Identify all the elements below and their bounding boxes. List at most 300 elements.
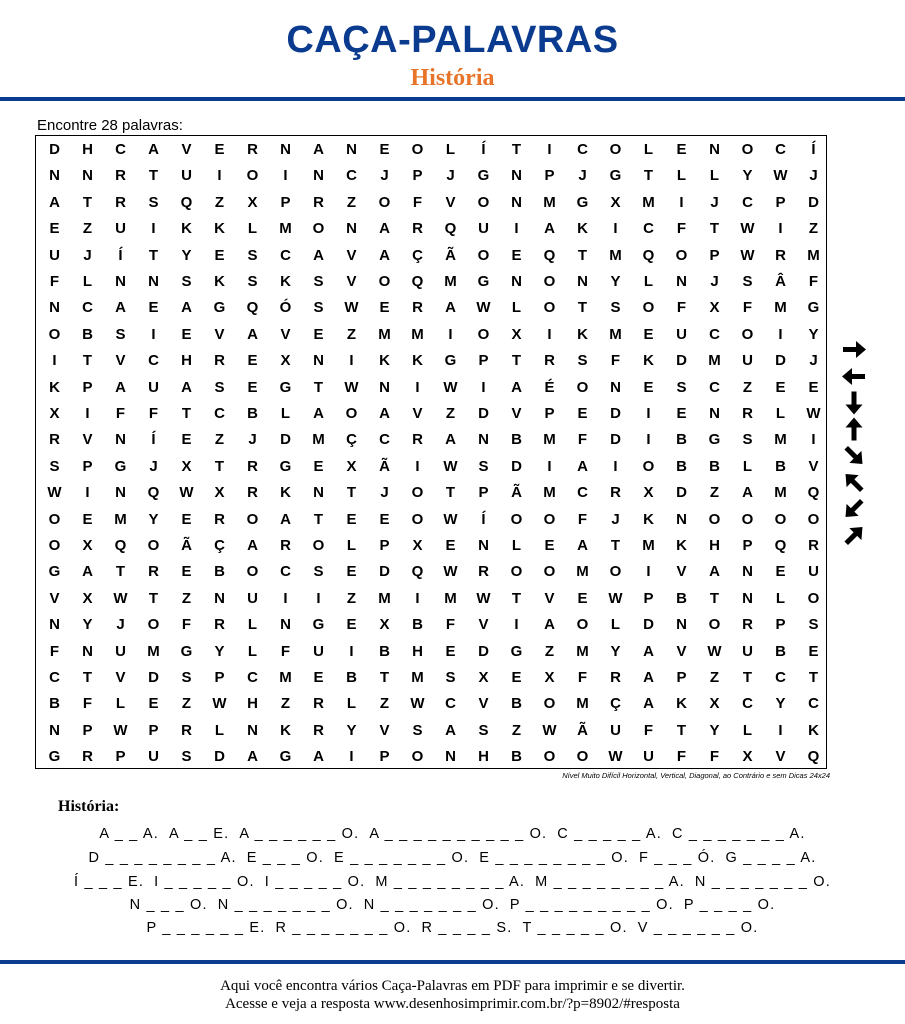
grid-cell[interactable]: T xyxy=(313,378,324,396)
grid-cell[interactable]: Z xyxy=(214,193,225,211)
grid-cell[interactable]: S xyxy=(313,273,324,290)
grid-cell[interactable]: A xyxy=(115,299,126,317)
grid-cell[interactable]: Â xyxy=(775,273,786,290)
grid-cell[interactable]: C xyxy=(775,669,786,686)
grid-cell[interactable]: N xyxy=(49,299,60,317)
grid-cell[interactable]: C xyxy=(280,563,291,581)
grid-cell[interactable]: N xyxy=(49,721,60,739)
grid-cell[interactable]: O xyxy=(807,589,820,607)
grid-cell[interactable]: A xyxy=(544,220,555,238)
grid-cell[interactable]: P xyxy=(82,721,93,739)
grid-cell[interactable]: A xyxy=(181,378,192,396)
grid-cell[interactable]: C xyxy=(346,167,357,185)
grid-cell[interactable]: E xyxy=(148,299,159,317)
grid-cell[interactable]: P xyxy=(709,246,720,264)
grid-cell[interactable]: N xyxy=(346,141,357,158)
grid-cell[interactable]: R xyxy=(412,431,423,449)
grid-cell[interactable]: Q xyxy=(807,748,820,766)
grid-cell[interactable]: Z xyxy=(544,642,555,660)
grid-cell[interactable]: G xyxy=(609,167,622,185)
grid-cell[interactable]: M xyxy=(411,325,424,343)
grid-cell[interactable]: W xyxy=(443,378,458,396)
grid-cell[interactable]: Q xyxy=(774,537,787,554)
grid-cell[interactable]: W xyxy=(47,484,62,502)
grid-cell[interactable]: W xyxy=(443,563,458,581)
grid-cell[interactable]: E xyxy=(313,457,324,475)
grid-cell[interactable]: E xyxy=(445,537,456,554)
grid-cell[interactable]: T xyxy=(610,537,621,554)
grid-cell[interactable]: R xyxy=(544,352,555,370)
grid-cell[interactable]: I xyxy=(646,405,651,422)
grid-cell[interactable]: I xyxy=(415,457,420,475)
grid-cell[interactable]: G xyxy=(576,193,589,211)
grid-cell[interactable]: K xyxy=(379,352,390,370)
grid-cell[interactable]: R xyxy=(82,748,93,766)
grid-cell[interactable]: X xyxy=(346,457,357,475)
grid-cell[interactable]: R xyxy=(313,193,324,211)
grid-cell[interactable]: B xyxy=(379,642,390,660)
grid-cell[interactable]: M xyxy=(444,589,457,607)
grid-cell[interactable]: E xyxy=(346,616,357,634)
grid-cell[interactable]: R xyxy=(247,484,258,502)
grid-cell[interactable]: T xyxy=(577,246,588,264)
grid-cell[interactable]: B xyxy=(82,325,93,343)
grid-cell[interactable]: T xyxy=(148,246,159,264)
grid-cell[interactable]: O xyxy=(576,616,589,634)
grid-cell[interactable]: K xyxy=(676,537,687,554)
grid-cell[interactable]: M xyxy=(543,431,556,449)
grid-cell[interactable]: U xyxy=(610,721,621,739)
grid-cell[interactable]: M xyxy=(576,563,589,581)
grid-cell[interactable]: R xyxy=(214,616,225,634)
grid-cell[interactable]: L xyxy=(214,721,225,739)
grid-cell[interactable]: L xyxy=(346,695,357,713)
grid-cell[interactable]: F xyxy=(808,273,819,290)
grid-cell[interactable]: N xyxy=(214,589,225,607)
grid-cell[interactable]: U xyxy=(49,246,60,264)
grid-cell[interactable]: Z xyxy=(709,484,720,502)
grid-cell[interactable]: G xyxy=(180,642,193,660)
grid-cell[interactable]: J xyxy=(380,167,389,185)
grid-cell[interactable]: M xyxy=(576,695,589,713)
grid-cell[interactable]: F xyxy=(577,510,588,528)
grid-cell[interactable]: T xyxy=(148,589,159,607)
grid-cell[interactable]: S xyxy=(478,721,489,739)
grid-cell[interactable]: Z xyxy=(346,193,357,211)
grid-cell[interactable]: N xyxy=(742,589,753,607)
grid-cell[interactable]: O xyxy=(411,510,424,528)
grid-cell[interactable]: T xyxy=(346,484,357,502)
grid-cell[interactable]: B xyxy=(676,457,687,475)
grid-cell[interactable]: Z xyxy=(346,325,357,343)
grid-cell[interactable]: X xyxy=(82,537,93,554)
grid-cell[interactable]: I xyxy=(613,220,618,238)
grid-cell[interactable]: O xyxy=(807,510,820,528)
grid-cell[interactable]: N xyxy=(478,431,489,449)
grid-cell[interactable]: V xyxy=(478,695,489,713)
grid-cell[interactable]: X xyxy=(544,669,555,686)
grid-cell[interactable]: Ç xyxy=(346,431,357,449)
grid-cell[interactable]: N xyxy=(577,273,588,290)
grid-cell[interactable]: I xyxy=(514,616,519,634)
grid-cell[interactable]: Ã xyxy=(577,721,588,739)
grid-cell[interactable]: R xyxy=(115,167,126,185)
grid-cell[interactable]: U xyxy=(742,352,753,370)
grid-cell[interactable]: E xyxy=(775,378,786,396)
grid-cell[interactable]: O xyxy=(543,748,556,766)
grid-cell[interactable]: V xyxy=(280,325,291,343)
grid-cell[interactable]: Y xyxy=(181,246,192,264)
grid-cell[interactable]: G xyxy=(279,378,292,396)
grid-cell[interactable]: R xyxy=(280,537,291,554)
grid-cell[interactable]: E xyxy=(676,405,687,422)
grid-cell[interactable]: X xyxy=(214,484,225,502)
grid-cell[interactable]: M xyxy=(312,431,325,449)
grid-cell[interactable]: B xyxy=(676,589,687,607)
grid-cell[interactable]: O xyxy=(642,457,655,475)
grid-cell[interactable]: O xyxy=(609,141,622,158)
grid-cell[interactable]: E xyxy=(346,510,357,528)
grid-cell[interactable]: K xyxy=(280,484,291,502)
grid-cell[interactable]: E xyxy=(181,510,192,528)
grid-cell[interactable]: P xyxy=(82,457,93,475)
grid-cell[interactable]: W xyxy=(806,405,821,422)
grid-cell[interactable]: N xyxy=(247,721,258,739)
grid-cell[interactable]: N xyxy=(148,273,159,290)
grid-cell[interactable]: I xyxy=(217,167,222,185)
grid-cell[interactable]: N xyxy=(346,220,357,238)
grid-cell[interactable]: O xyxy=(411,484,424,502)
grid-cell[interactable]: X xyxy=(280,352,291,370)
grid-cell[interactable]: Y xyxy=(808,325,819,343)
grid-cell[interactable]: M xyxy=(576,642,589,660)
grid-cell[interactable]: D xyxy=(610,431,621,449)
grid-cell[interactable]: X xyxy=(610,193,621,211)
grid-cell[interactable]: B xyxy=(214,563,225,581)
grid-cell[interactable]: O xyxy=(708,616,721,634)
grid-cell[interactable]: V xyxy=(676,642,687,660)
grid-cell[interactable]: I xyxy=(283,589,288,607)
grid-cell[interactable]: L xyxy=(247,642,258,660)
grid-cell[interactable]: T xyxy=(313,510,324,528)
grid-cell[interactable]: I xyxy=(547,325,552,343)
grid-cell[interactable]: A xyxy=(709,563,720,581)
grid-cell[interactable]: L xyxy=(511,537,522,554)
grid-cell[interactable]: E xyxy=(214,141,225,158)
grid-cell[interactable]: E xyxy=(577,405,588,422)
grid-cell[interactable]: O xyxy=(510,563,523,581)
grid-cell[interactable]: L xyxy=(445,141,456,158)
grid-cell[interactable]: F xyxy=(676,220,687,238)
grid-cell[interactable]: O xyxy=(576,748,589,766)
grid-cell[interactable]: O xyxy=(246,167,259,185)
grid-cell[interactable]: T xyxy=(676,721,687,739)
grid-cell[interactable]: Ó xyxy=(279,299,292,317)
grid-cell[interactable]: O xyxy=(246,563,259,581)
grid-cell[interactable]: R xyxy=(115,193,126,211)
grid-cell[interactable]: S xyxy=(247,246,258,264)
grid-cell[interactable]: L xyxy=(115,695,126,713)
grid-cell[interactable]: I xyxy=(415,378,420,396)
grid-cell[interactable]: K xyxy=(280,273,291,290)
grid-cell[interactable]: É xyxy=(544,378,555,396)
grid-cell[interactable]: P xyxy=(82,378,93,396)
grid-cell[interactable]: N xyxy=(676,510,687,528)
grid-cell[interactable]: A xyxy=(577,457,588,475)
grid-cell[interactable]: G xyxy=(114,457,127,475)
grid-cell[interactable]: F xyxy=(577,431,588,449)
grid-cell[interactable]: H xyxy=(709,537,720,554)
grid-cell[interactable]: C xyxy=(280,246,291,264)
grid-cell[interactable]: N xyxy=(610,378,621,396)
grid-cell[interactable]: S xyxy=(115,325,126,343)
grid-cell[interactable]: J xyxy=(809,352,818,370)
grid-cell[interactable]: T xyxy=(808,669,819,686)
grid-cell[interactable]: H xyxy=(412,642,423,660)
grid-cell[interactable]: X xyxy=(379,616,390,634)
grid-cell[interactable]: S xyxy=(610,299,621,317)
grid-cell[interactable]: I xyxy=(613,457,618,475)
grid-cell[interactable]: W xyxy=(608,589,623,607)
grid-cell[interactable]: W xyxy=(476,299,491,317)
grid-cell[interactable]: M xyxy=(543,193,556,211)
grid-cell[interactable]: M xyxy=(609,325,622,343)
grid-cell[interactable]: X xyxy=(478,669,489,686)
grid-cell[interactable]: O xyxy=(378,273,391,290)
grid-cell[interactable]: O xyxy=(774,510,787,528)
grid-cell[interactable]: T xyxy=(82,352,93,370)
grid-cell[interactable]: Ç xyxy=(412,246,423,264)
grid-cell[interactable]: V xyxy=(379,721,390,739)
grid-cell[interactable]: X xyxy=(82,589,93,607)
grid-cell[interactable]: C xyxy=(115,141,126,158)
grid-cell[interactable]: Y xyxy=(214,642,225,660)
grid-cell[interactable]: E xyxy=(808,378,819,396)
grid-cell[interactable]: G xyxy=(477,167,490,185)
grid-cell[interactable]: F xyxy=(82,695,93,713)
grid-cell[interactable]: C xyxy=(577,141,588,158)
grid-cell[interactable]: J xyxy=(248,431,257,449)
grid-cell[interactable]: X xyxy=(49,405,60,422)
grid-cell[interactable]: D xyxy=(49,141,60,158)
grid-cell[interactable]: E xyxy=(445,642,456,660)
grid-cell[interactable]: F xyxy=(676,748,687,766)
grid-cell[interactable]: Z xyxy=(445,405,456,422)
grid-cell[interactable]: M xyxy=(774,299,787,317)
grid-cell[interactable]: N xyxy=(313,167,324,185)
grid-cell[interactable]: W xyxy=(707,642,722,660)
grid-cell[interactable]: N xyxy=(313,352,324,370)
grid-cell[interactable]: H xyxy=(247,695,258,713)
grid-cell[interactable]: D xyxy=(478,642,489,660)
grid-cell[interactable]: F xyxy=(445,616,456,634)
grid-cell[interactable]: R xyxy=(148,563,159,581)
grid-cell[interactable]: C xyxy=(643,220,654,238)
grid-cell[interactable]: T xyxy=(181,405,192,422)
grid-cell[interactable]: O xyxy=(741,510,754,528)
grid-cell[interactable]: L xyxy=(346,537,357,554)
grid-cell[interactable]: E xyxy=(148,695,159,713)
grid-cell[interactable]: P xyxy=(544,167,555,185)
grid-cell[interactable]: W xyxy=(344,378,359,396)
grid-cell[interactable]: E xyxy=(247,352,258,370)
grid-cell[interactable]: Y xyxy=(610,642,621,660)
grid-cell[interactable]: O xyxy=(48,510,61,528)
grid-cell[interactable]: L xyxy=(775,405,786,422)
grid-cell[interactable]: H xyxy=(82,141,93,158)
grid-cell[interactable]: Z xyxy=(346,589,357,607)
grid-cell[interactable]: J xyxy=(149,457,158,475)
grid-cell[interactable]: I xyxy=(646,563,651,581)
grid-cell[interactable]: K xyxy=(808,721,819,739)
grid-cell[interactable]: C xyxy=(148,352,159,370)
grid-cell[interactable]: M xyxy=(279,669,292,686)
grid-cell[interactable]: C xyxy=(742,193,753,211)
grid-cell[interactable]: A xyxy=(379,220,390,238)
grid-cell[interactable]: E xyxy=(775,563,786,581)
grid-cell[interactable]: M xyxy=(444,273,457,290)
grid-cell[interactable]: V xyxy=(115,669,126,686)
grid-cell[interactable]: I xyxy=(151,220,156,238)
grid-cell[interactable]: D xyxy=(379,563,390,581)
grid-cell[interactable]: M xyxy=(114,510,127,528)
grid-cell[interactable]: J xyxy=(710,273,719,290)
grid-cell[interactable]: M xyxy=(774,484,787,502)
grid-cell[interactable]: O xyxy=(576,378,589,396)
grid-cell[interactable]: P xyxy=(280,193,291,211)
grid-cell[interactable]: K xyxy=(214,273,225,290)
grid-cell[interactable]: U xyxy=(676,325,687,343)
grid-cell[interactable]: P xyxy=(478,484,489,502)
grid-cell[interactable]: Y xyxy=(148,510,159,528)
grid-cell[interactable]: J xyxy=(116,616,125,634)
grid-cell[interactable]: T xyxy=(148,167,159,185)
grid-cell[interactable]: S xyxy=(676,378,687,396)
grid-cell[interactable]: C xyxy=(577,484,588,502)
grid-cell[interactable]: A xyxy=(445,721,456,739)
grid-cell[interactable]: W xyxy=(344,299,359,317)
grid-cell[interactable]: E xyxy=(346,563,357,581)
grid-cell[interactable]: W xyxy=(212,695,227,713)
grid-cell[interactable]: O xyxy=(543,563,556,581)
grid-cell[interactable]: W xyxy=(740,246,755,264)
grid-cell[interactable]: N xyxy=(280,616,291,634)
grid-cell[interactable]: Z xyxy=(181,589,192,607)
grid-cell[interactable]: A xyxy=(313,141,324,158)
grid-cell[interactable]: N xyxy=(379,378,390,396)
grid-cell[interactable]: L xyxy=(643,273,654,290)
grid-cell[interactable]: P xyxy=(643,589,654,607)
grid-cell[interactable]: Z xyxy=(82,220,93,238)
grid-cell[interactable]: W xyxy=(443,457,458,475)
grid-cell[interactable]: O xyxy=(477,246,490,264)
grid-cell[interactable]: C xyxy=(808,695,819,713)
grid-cell[interactable]: J xyxy=(710,193,719,211)
grid-cell[interactable]: O xyxy=(411,748,424,766)
grid-cell[interactable]: F xyxy=(49,273,60,290)
grid-cell[interactable]: F xyxy=(412,193,423,211)
grid-cell[interactable]: N xyxy=(82,167,93,185)
grid-cell[interactable]: C xyxy=(775,141,786,158)
grid-cell[interactable]: A xyxy=(643,695,654,713)
grid-cell[interactable]: P xyxy=(775,616,786,634)
grid-cell[interactable]: Í xyxy=(481,510,486,528)
grid-cell[interactable]: E xyxy=(544,537,555,554)
grid-cell[interactable]: U xyxy=(313,642,324,660)
grid-cell[interactable]: Ã xyxy=(181,537,192,554)
grid-cell[interactable]: B xyxy=(511,431,522,449)
grid-cell[interactable]: D xyxy=(214,748,225,766)
grid-cell[interactable]: E xyxy=(379,299,390,317)
grid-cell[interactable]: D xyxy=(676,352,687,370)
grid-cell[interactable]: O xyxy=(48,325,61,343)
grid-cell[interactable]: G xyxy=(510,642,523,660)
grid-cell[interactable]: O xyxy=(609,563,622,581)
grid-cell[interactable]: A xyxy=(445,431,456,449)
grid-cell[interactable]: J xyxy=(578,167,587,185)
grid-cell[interactable]: A xyxy=(181,299,192,317)
grid-cell[interactable]: S xyxy=(214,378,225,396)
grid-cell[interactable]: O xyxy=(477,193,490,211)
grid-cell[interactable]: N xyxy=(511,273,522,290)
grid-cell[interactable]: S xyxy=(148,193,159,211)
grid-cell[interactable]: K xyxy=(643,510,654,528)
grid-cell[interactable]: W xyxy=(113,589,128,607)
grid-cell[interactable]: W xyxy=(608,748,623,766)
grid-cell[interactable]: Q xyxy=(807,484,820,502)
grid-cell[interactable]: Z xyxy=(181,695,192,713)
grid-cell[interactable]: E xyxy=(676,141,687,158)
grid-cell[interactable]: C xyxy=(445,695,456,713)
grid-cell[interactable]: S xyxy=(181,669,192,686)
grid-cell[interactable]: D xyxy=(280,431,291,449)
grid-cell[interactable]: O xyxy=(510,510,523,528)
grid-cell[interactable]: Q xyxy=(147,484,160,502)
grid-cell[interactable]: S xyxy=(181,748,192,766)
grid-cell[interactable]: K xyxy=(280,721,291,739)
grid-cell[interactable]: O xyxy=(543,299,556,317)
grid-cell[interactable]: M xyxy=(774,431,787,449)
grid-cell[interactable]: I xyxy=(547,141,552,158)
grid-cell[interactable]: R xyxy=(247,141,258,158)
grid-cell[interactable]: S xyxy=(577,352,588,370)
grid-cell[interactable]: F xyxy=(49,642,60,660)
grid-cell[interactable]: O xyxy=(477,325,490,343)
grid-cell[interactable]: G xyxy=(477,273,490,290)
grid-cell[interactable]: L xyxy=(742,721,753,739)
grid-cell[interactable]: X xyxy=(643,484,654,502)
grid-cell[interactable]: G xyxy=(213,299,226,317)
grid-cell[interactable]: E xyxy=(808,642,819,660)
grid-cell[interactable]: O xyxy=(708,510,721,528)
grid-cell[interactable]: A xyxy=(313,748,324,766)
grid-cell[interactable]: R xyxy=(808,537,819,554)
grid-cell[interactable]: R xyxy=(478,563,489,581)
grid-cell[interactable]: I xyxy=(283,167,288,185)
grid-cell[interactable]: T xyxy=(577,299,588,317)
grid-cell[interactable]: A xyxy=(148,141,159,158)
grid-cell[interactable]: W xyxy=(476,589,491,607)
grid-cell[interactable]: J xyxy=(446,167,455,185)
grid-cell[interactable]: F xyxy=(709,748,720,766)
grid-cell[interactable]: L xyxy=(610,616,621,634)
grid-cell[interactable]: I xyxy=(85,405,90,422)
grid-cell[interactable]: T xyxy=(643,167,654,185)
grid-cell[interactable]: X xyxy=(742,748,753,766)
grid-cell[interactable]: F xyxy=(742,299,753,317)
grid-cell[interactable]: L xyxy=(775,589,786,607)
grid-cell[interactable]: G xyxy=(708,431,721,449)
